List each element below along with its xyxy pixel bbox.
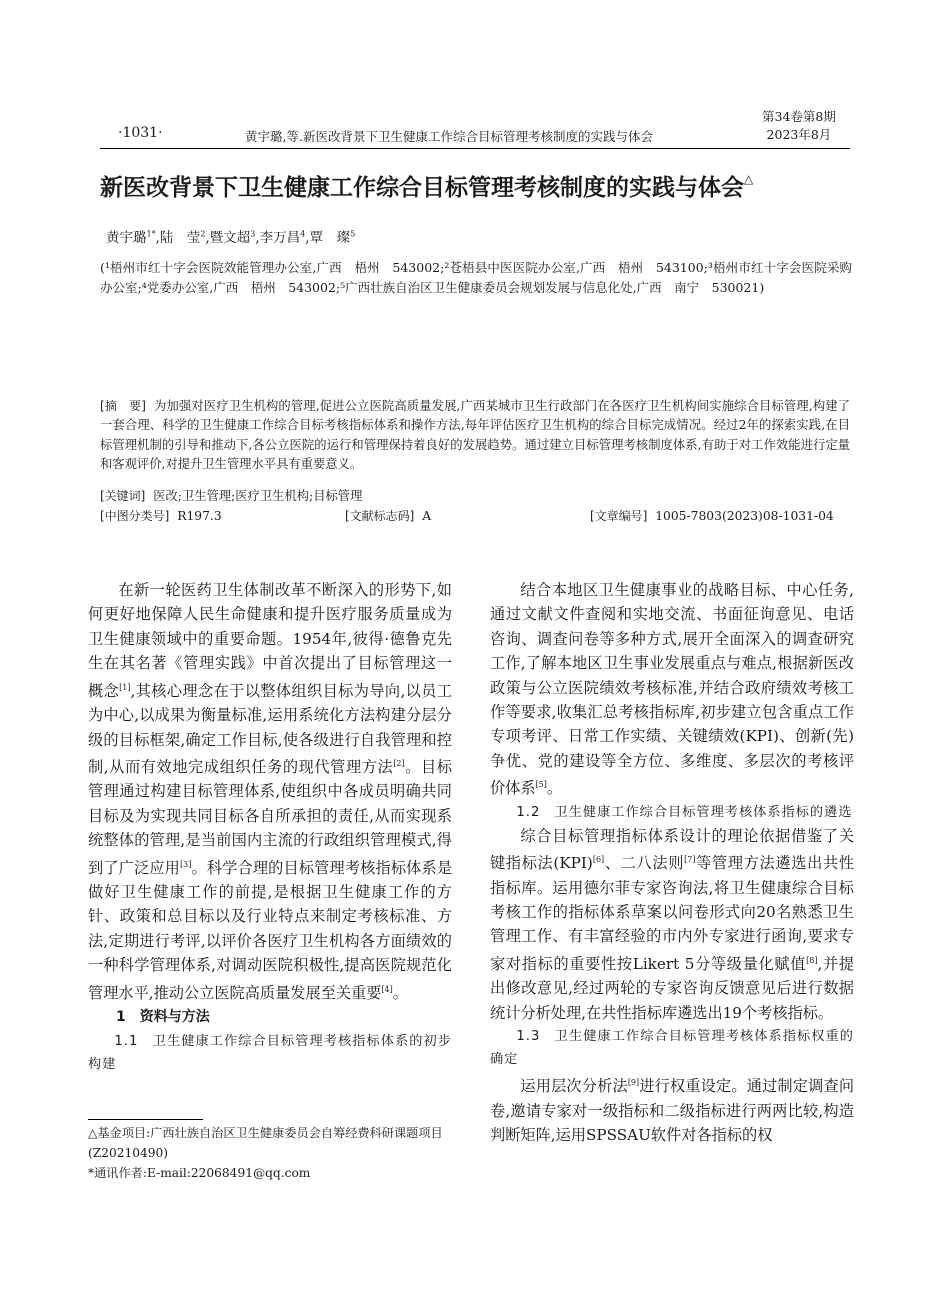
doc-value: A <box>422 509 432 523</box>
author-affiliation-mark: 1* <box>146 229 156 239</box>
title-footnote-mark: △ <box>744 172 754 186</box>
abstract-label: [摘 要] <box>100 399 146 413</box>
author-name: 陆 莹 <box>159 230 201 246</box>
citation: [2] <box>393 758 405 768</box>
keywords-label: [关键词] <box>100 489 146 503</box>
author-name: 暨文超 <box>209 230 251 246</box>
body-left-column <box>88 578 452 1076</box>
article-title <box>100 169 753 202</box>
funding-footnote: △基金项目:广西壮族自治区卫生健康委员会自筹经费科研课题项目(Z20210490) <box>88 1126 443 1160</box>
paragraph-text: 。 <box>546 779 563 798</box>
paragraph <box>490 1071 854 1147</box>
doc-label: [文献标志码] <box>345 509 415 523</box>
citation: [6] <box>592 855 605 865</box>
subsection-heading-1-2: 1.2 卫生健康工作综合目标管理考核体系指标的遴选 <box>516 804 853 820</box>
publication-date: 2023年8月 <box>766 127 832 142</box>
abstract <box>100 397 850 475</box>
affiliations: (¹梧州市红十字会医院效能管理办公室,广西 梧州 543002;²苍梧县中医医院办公室,广西 梧州 543100;³梧州市红十字会医院采购办公室;⁴党委办公室,广西 梧州 543002;⁵广西壮族自治区卫生健康委员会规划发展与信息化处,广西 南宁 530021) <box>100 260 852 295</box>
article-number-label: [文章编号] <box>590 509 648 523</box>
paragraph-text: 等管理方法遴选出共性指标库。运用德尔菲专家咨询法,将卫生健康综合目标考核工作的指标体系草案以问卷形式向20名熟悉卫生管理工作、有丰富经验的市内外专家进行函询,要求专家对指标的重要性按Likert 5分等级量化赋值 <box>490 854 855 973</box>
subsection-heading-1-3: 1.3 卫生健康工作综合目标管理考核体系指标权重的确定 <box>490 1029 854 1068</box>
footnotes <box>88 1123 458 1183</box>
classification-row <box>100 507 850 527</box>
paragraph <box>490 578 854 801</box>
author-affiliation-mark: 2 <box>200 229 206 239</box>
intro-paragraph <box>88 578 452 1005</box>
article-title-text: 新医改背景下卫生健康工作综合目标管理考核制度的实践与体会 <box>100 175 744 201</box>
citation: [7] <box>684 855 696 865</box>
intro-text: 。目标管理通过构建目标管理体系,使组织中各成员明确共同目标及为实现共同目标各自所承担的责任,从而实现系统整体的管理,是当前国内主流的行政组织管理模式,得到了广泛应用 <box>88 757 453 877</box>
author-affiliation-mark: 3 <box>250 229 256 239</box>
page-number: ·1031· <box>118 125 163 141</box>
corresponding-author-footnote: *通讯作者:E-mail:22068491@qq.com <box>88 1166 311 1180</box>
author-name: 覃 璨 <box>309 230 351 246</box>
section-heading-1: 1 资料与方法 <box>116 1009 210 1026</box>
article-number-value: 1005-7803(2023)08-1031-04 <box>655 509 834 523</box>
clc-label: [中图分类号] <box>100 509 170 523</box>
footnote-rule <box>88 1119 203 1120</box>
paragraph-text: 结合本地区卫生健康事业的战略目标、中心任务,通过文献文件查阅和实地交流、书面征询意见、电话咨询、调查问卷等多种方式,展开全面深入的调查研究工作,了解本地区卫生事业发展重点与难点,根据新医改政策与公立医院绩效考核标准,并结合政府绩效考核工作等要求,收集汇总考核指标库,初步建立包含重点工作专项考评、日常工作实绩、关键绩效(KPI)、创新(先)争优、党的建设等全方位、多维度、多层次的考核评价体系 <box>490 581 854 798</box>
intro-text: ,其核心理念在于以整体组织目标为导向,以员工为中心,以成果为衡量标准,运用系统化方法构建分层分级的目标框架,确定工作目标,使各级进行自我管理和控制,从而有效地完成组织任务的现代管理方法 <box>88 681 453 776</box>
keywords <box>100 486 362 504</box>
author-affiliation-mark: 4 <box>300 229 306 239</box>
author-name: 黄宇璐 <box>106 230 147 246</box>
citation: [8] <box>806 955 818 965</box>
author-list: 黄宇璐$^{1*}$,陆 莹$^2$,暨文超$^3$,李万昌$^4$,覃 璨$^5$ <box>106 229 356 246</box>
citation: [3] <box>180 859 192 869</box>
clc-value: R197.3 <box>177 509 222 523</box>
citation: [5] <box>535 780 547 790</box>
author-affiliation-mark: 5 <box>350 229 356 239</box>
issue-info <box>762 108 836 144</box>
paragraph-text: 进行权重设定。通过制定调查问卷,邀请专家对一级指标和二级指标进行两两比较,构造判断矩阵,运用SPSSAU软件对各指标的权 <box>490 1077 855 1144</box>
header-rule <box>100 148 850 149</box>
paragraph-text: ,并提出修改意见,经过两轮的专家咨询反馈意见后进行数据统计分析处理,在共性指标库遴选出19个考核指标。 <box>490 954 855 1022</box>
paragraph-text: 、二八法则 <box>604 854 685 873</box>
document-code <box>345 507 431 524</box>
citation: [9] <box>627 1078 640 1088</box>
author-name: 李万昌 <box>259 230 301 246</box>
intro-text: 。科学合理的目标管理考核指标体系是做好卫生健康工作的前提,是根据卫生健康工作的方针、政策和总目标以及行业特点来制定考核标准、方法,定期进行考评,以评价各医疗卫生机构各方面绩效的一种科学管理体系,对调动医院积极性,提高医院规范化管理水平,推动公立医院高质量发展至关重要 <box>88 858 453 1002</box>
body-right-column <box>490 578 854 1147</box>
running-title: 黄宇璐,等.新医改背景下卫生健康工作综合目标管理考核制度的实践与体会 <box>245 129 653 144</box>
subsection-heading-1-1: 1.1 卫生健康工作综合目标管理考核指标体系的初步构建 <box>88 1033 452 1072</box>
citation: [1] <box>119 682 131 692</box>
citation: [4] <box>381 984 393 994</box>
volume-issue: 第34卷第8期 <box>762 109 836 124</box>
article-number <box>590 507 834 524</box>
paragraph-text: 运用层次分析法 <box>520 1077 628 1096</box>
keywords-text: 医改;卫生管理;医疗卫生机构;目标管理 <box>153 489 363 503</box>
intro-text: 在新一轮医药卫生体制改革不断深入的形势下,如何更好地保障人民生命健康和提升医疗服务质量成为卫生健康领域中的重要命题。1954年,彼得·德鲁克先生在其名著《管理实践》中首次提出了目标管理这一概念 <box>88 581 452 700</box>
paragraph <box>490 824 854 1025</box>
clc-code <box>100 507 222 524</box>
paragraph-text: 综合目标管理指标体系设计的理论依据借鉴了关键指标法(KPI) <box>490 826 854 873</box>
intro-text: 。 <box>392 983 408 1002</box>
abstract-text: 为加强对医疗卫生机构的管理,促进公立医院高质量发展,广西某城市卫生行政部门在各医疗卫生机构间实施综合目标管理,构建了一套合理、科学的卫生健康工作综合目标考核指标体系和操作方法,每年评估医疗卫生机构的综合目标完成情况。经过2年的探索实践,在目标管理机制的引导和推动下,各公立医院的运行和管理保持着良好的发展趋势。通过建立目标管理考核制度体系,有助于对工作效能进行定量和客观评价,对提升卫生管理水平具有重要意义。 <box>100 399 850 472</box>
